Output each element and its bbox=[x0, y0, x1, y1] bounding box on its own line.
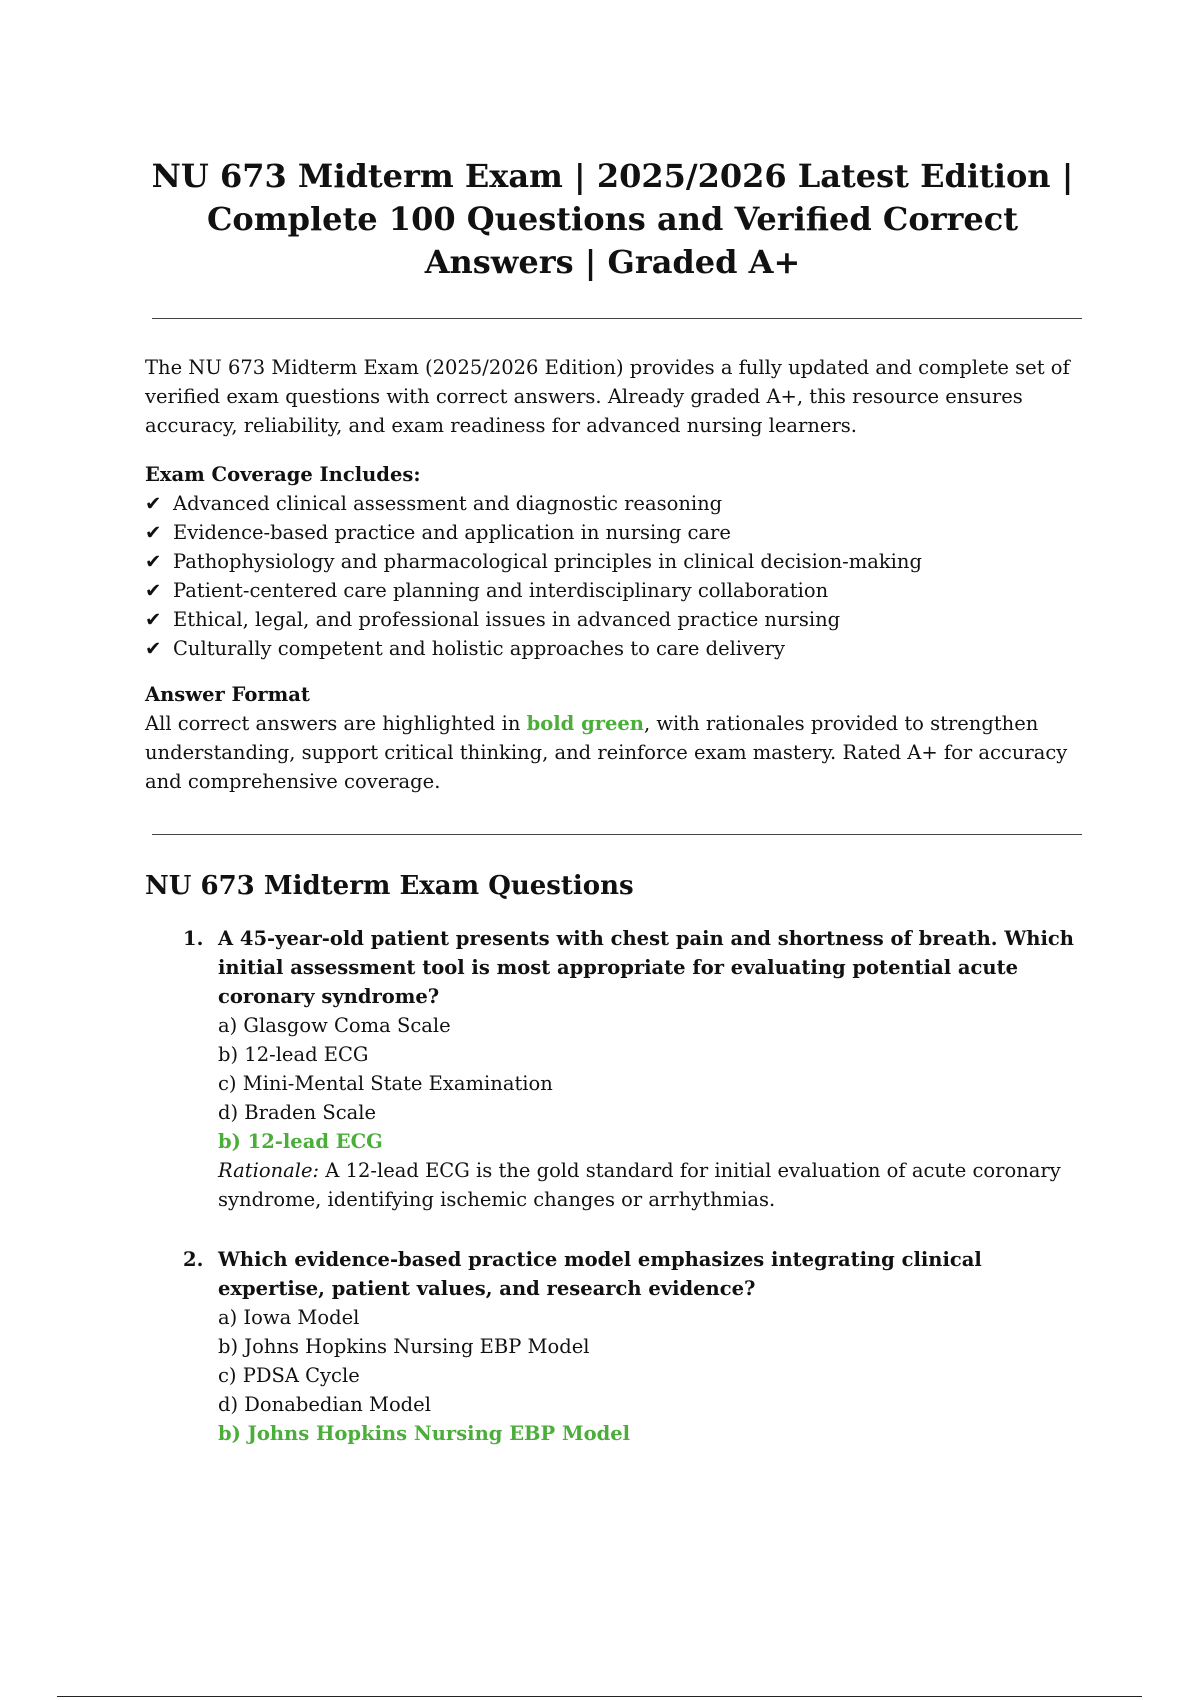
coverage-item bbox=[145, 518, 1085, 547]
rationale-text: A 12-lead ECG is the gold standard for initial evaluation of acute coronary syndrome, identifying ischemic changes or arrhythmias. bbox=[218, 1159, 1061, 1211]
intro-paragraph: The NU 673 Midterm Exam (2025/2026 Edition) provides a fully updated and complete set of verified exam questions with correct answers. Already graded A+, this resource ensures accuracy, reliability, and exam readiness for advanced nursing learners. bbox=[145, 356, 1070, 437]
rationale-label: Rationale: bbox=[218, 1159, 320, 1182]
footer-divider bbox=[57, 1696, 1142, 1697]
question-number: 1. bbox=[183, 927, 204, 950]
option-a: a) Glasgow Coma Scale bbox=[218, 1014, 451, 1037]
questions-heading: NU 673 Midterm Exam Questions bbox=[145, 871, 634, 901]
option-b: b) Johns Hopkins Nursing EBP Model bbox=[218, 1335, 590, 1358]
option-d: d) Donabedian Model bbox=[218, 1393, 431, 1416]
exam-coverage-section bbox=[145, 460, 1085, 663]
question-text: A 45-year-old patient presents with chest pain and shortness of breath. Which initial assessment tool is most appropriate for evaluating potential acute coronary syndrome? bbox=[218, 927, 1074, 1008]
divider-middle bbox=[152, 834, 1082, 835]
question-body bbox=[218, 1245, 1085, 1448]
correct-answer: b) Johns Hopkins Nursing EBP Model bbox=[218, 1422, 631, 1445]
option-c: c) PDSA Cycle bbox=[218, 1364, 360, 1387]
coverage-item bbox=[145, 489, 1085, 518]
rationale bbox=[218, 1156, 1085, 1214]
coverage-item-label: Evidence-based practice and application in nursing care bbox=[173, 521, 731, 544]
correct-answer: b) 12-lead ECG bbox=[218, 1130, 383, 1153]
coverage-item bbox=[145, 634, 1085, 663]
coverage-item-label: Patient-centered care planning and interdisciplinary collaboration bbox=[173, 579, 829, 602]
checkmark-icon: ✔ bbox=[145, 550, 162, 573]
coverage-item bbox=[145, 547, 1085, 576]
answer-format-section bbox=[145, 680, 1085, 796]
answer-format-text-after: , with rationales provided to strengthen understanding, support critical thinking, and reinforce exam mastery. Rated A+ for accuracy and comprehensive coverage. bbox=[145, 712, 1068, 793]
question-number: 2. bbox=[183, 1248, 204, 1271]
coverage-item-label: Culturally competent and holistic approaches to care delivery bbox=[173, 637, 786, 660]
option-a: a) Iowa Model bbox=[218, 1306, 360, 1329]
checkmark-icon: ✔ bbox=[145, 637, 162, 660]
coverage-item-label: Pathophysiology and pharmacological principles in clinical decision-making bbox=[173, 550, 922, 573]
option-d: d) Braden Scale bbox=[218, 1101, 377, 1124]
answer-format-text-before: All correct answers are highlighted in bbox=[145, 712, 527, 735]
answer-format-heading: Answer Format bbox=[145, 683, 310, 706]
coverage-heading: Exam Coverage Includes: bbox=[145, 463, 421, 486]
question-body bbox=[218, 924, 1085, 1214]
checkmark-icon: ✔ bbox=[145, 521, 162, 544]
checkmark-icon: ✔ bbox=[145, 608, 162, 631]
question-text: Which evidence-based practice model emphasizes integrating clinical expertise, patient values, and research evidence? bbox=[218, 1248, 982, 1300]
option-b: b) 12-lead ECG bbox=[218, 1043, 369, 1066]
coverage-item bbox=[145, 605, 1085, 634]
checkmark-icon: ✔ bbox=[145, 579, 162, 602]
document-title: NU 673 Midterm Exam | 2025/2026 Latest Edition | Complete 100 Questions and Verified Correct Answers | Graded A+ bbox=[151, 157, 1074, 281]
question-1 bbox=[145, 924, 1085, 1214]
option-c: c) Mini-Mental State Examination bbox=[218, 1072, 553, 1095]
question-2 bbox=[145, 1245, 1085, 1448]
coverage-item-label: Advanced clinical assessment and diagnostic reasoning bbox=[173, 492, 723, 515]
coverage-item bbox=[145, 576, 1085, 605]
checkmark-icon: ✔ bbox=[145, 492, 162, 515]
coverage-item-label: Ethical, legal, and professional issues in advanced practice nursing bbox=[173, 608, 841, 631]
answer-format-highlight: bold green bbox=[526, 712, 644, 735]
divider-top bbox=[152, 318, 1082, 319]
